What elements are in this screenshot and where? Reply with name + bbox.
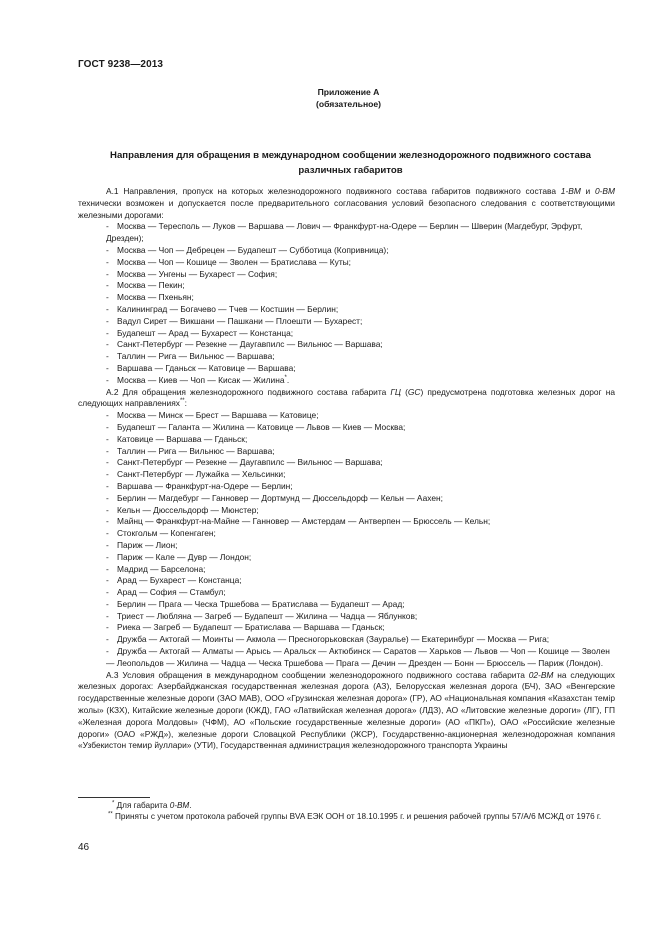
a1-gauge-2: 0-ВМ <box>594 186 615 196</box>
a2-text-4: : <box>184 398 187 409</box>
list-dash: - <box>106 303 109 314</box>
a1-last-end: . <box>286 374 290 385</box>
a2-gauge-1: ГЦ <box>390 386 401 397</box>
list-item <box>78 493 615 505</box>
list-item <box>78 269 615 281</box>
list-dash: - <box>106 492 109 503</box>
route-text: Триест — Любляна — Загреб — Будапешт — Жилина — Чадца — Яблунков; <box>117 610 418 621</box>
footnote-2-mark: ** <box>108 811 113 818</box>
list-dash: - <box>106 480 109 491</box>
list-dash: - <box>106 457 109 468</box>
route-text: Кельн — Дюссельдорф — Мюнстер; <box>117 504 259 515</box>
page-number: 46 <box>78 842 90 853</box>
route-text: Москва — Пекин; <box>117 280 185 291</box>
standard-designation: ГОСТ 9238—2013 <box>78 59 164 70</box>
footnote-divider <box>78 797 150 798</box>
list-dash: - <box>106 256 109 267</box>
a2-gauge-2: GC <box>407 386 421 397</box>
list-dash: - <box>106 268 109 279</box>
list-item <box>78 351 615 363</box>
list-item <box>78 587 615 599</box>
route-text: Берлин — Прага — Ческа Тршебова — Братислава — Будапешт — Арад; <box>117 598 405 609</box>
footnote-1 <box>78 800 615 811</box>
list-item <box>78 646 615 670</box>
list-item <box>78 599 615 611</box>
list-dash: - <box>106 587 109 598</box>
route-text: Дружба — Актогай — Алматы — Арысь — Аральск — Актюбинск — Саратов — Харьков — Львов — Чоп — Кошице — Зволен — Леопольдов — Жилина — Чадца — Ческа Тршебова — Прага — Дечин — Дрезден — Бонн — Брюссель — Париж (Лондон). <box>106 646 610 668</box>
list-item: - Москва — Киев — Чоп — Кисак — Жилина*. <box>106 374 290 385</box>
list-item <box>78 622 615 634</box>
list-dash: - <box>106 327 109 338</box>
list-dash: - <box>106 421 109 432</box>
list-item <box>78 434 615 446</box>
list-item <box>78 304 615 316</box>
route-text: Париж — Лион; <box>117 539 178 550</box>
a1-route-list <box>78 221 615 374</box>
list-item <box>78 457 615 469</box>
a2-route-list <box>78 410 615 670</box>
list-item <box>78 528 615 540</box>
list-item <box>78 422 615 434</box>
route-text: Мадрид — Барселона; <box>117 563 206 574</box>
list-item <box>78 481 615 493</box>
route-text: Майнц — Франкфурт-на-Майне — Ганновер — Амстердам — Антверпен — Брюссель — Кельн; <box>117 516 491 527</box>
list-item <box>78 280 615 292</box>
list-dash: - <box>106 221 109 232</box>
footnote-1-end: . <box>189 801 192 810</box>
list-dash: - <box>106 244 109 255</box>
route-text: Будапешт — Галанта — Жилина — Катовице — Львов — Киев — Москва; <box>117 421 406 432</box>
list-dash: - <box>106 292 109 303</box>
route-text: Арад — Бухарест — Констанца; <box>117 575 242 586</box>
list-dash: - <box>106 504 109 515</box>
list-item <box>78 552 615 564</box>
a1-last-route: Москва — Киев — Чоп — Кисак — Жилина <box>117 374 285 385</box>
route-text: Таллин — Рига — Вильнюс — Варшава; <box>117 351 275 362</box>
annex-title: Приложение А <box>317 87 380 97</box>
list-dash: - <box>106 646 109 657</box>
a3-text-2: на следующих железных дорогах: Азербайджанская государственная железная дорога (АЗ), Белорусская железная дорога (БЧ), ЗАО «Венгерские государственные железные дороги (ЗАО МАВ), ООО «Грузинская железная дорога» (ГР), АО «Национальная компания «Казахстан темiр жолы» (КЗХ), Китайские железные дороги (КЖД), ГАО «Латвийская железная дорога» (ЛДЗ), АО «Литовские железные дороги» (ЛГ), ГП «Железная дорога Молдовы» (ЧФМ), АО «Польские государственные железные дороги» (АО «ПКП»), ОАО «Российские железные дороги» (ОАО «РЖД»), железные дороги Словацкой Республики (ЖСР), Государственно-акционерная железнодорожная компания «Узбекистон темир йуллари» (УТИ), Государственная администрация железнодорожного транспорта Украины <box>78 669 615 751</box>
list-item <box>78 410 615 422</box>
footnote-2 <box>78 811 615 822</box>
a3-text-1: А.3 Условия обращения в международном сообщении железнодорожного подвижного состава габарита <box>106 669 529 680</box>
list-dash: - <box>106 622 109 633</box>
footnote-1-text: Для габарита <box>114 801 170 810</box>
route-text: Санкт-Петербург — Лужайка — Хельсинки; <box>117 469 286 480</box>
footnote-2-text: Приняты с учетом протокола рабочей группы BVA ЕЭК ООН от 18.10.1995 г. и решения рабочей группы 57/А/6 МСЖД от 1976 г. <box>112 812 602 821</box>
route-text: Риека — Загреб — Будапешт — Братислава — Варшава — Гданьск; <box>117 622 385 633</box>
document-body <box>78 186 615 752</box>
list-item <box>78 611 615 623</box>
route-text: Берлин — Магдебург — Ганновер — Дортмунд — Дюссельдорф — Кельн — Аахен; <box>117 492 443 503</box>
list-dash: - <box>106 351 109 362</box>
route-text: Дружба — Актогай — Моинты — Акмола — Пресногорьковская (Зауралье) — Екатеринбург — Москва — Рига; <box>117 634 550 645</box>
route-text: Катовице — Варшава — Гданьск; <box>117 433 248 444</box>
a1-text-1: А.1 Направления, пропуск на которых железнодорожного подвижного состава габаритов подвижного состава <box>106 186 561 196</box>
footnote-ref-2: ** <box>179 398 185 405</box>
a3-gauge: 02-ВМ <box>528 669 554 680</box>
list-dash: - <box>106 551 109 562</box>
list-item <box>78 245 615 257</box>
list-item <box>78 328 615 340</box>
paragraph-a2 <box>78 387 615 411</box>
section-title: Направления для обращения в международном сообщении железнодорожного подвижного состава различных габаритов <box>110 150 591 176</box>
list-dash: - <box>106 634 109 645</box>
list-dash: - <box>106 610 109 621</box>
list-item <box>78 339 615 351</box>
list-item <box>78 221 615 245</box>
list-dash: - <box>106 516 109 527</box>
a1-text-3: технически возможен и допускается после предварительного согласования условий безопасного следования с соответствующими железными дорогами: <box>78 197 615 220</box>
list-dash: - <box>106 410 109 421</box>
list-item <box>78 292 615 304</box>
list-item <box>78 505 615 517</box>
list-item <box>78 540 615 552</box>
list-dash: - <box>106 445 109 456</box>
list-item <box>78 469 615 481</box>
list-item <box>78 564 615 576</box>
list-item <box>78 575 615 587</box>
list-item <box>78 634 615 646</box>
route-text: Калининград — Богачево — Тчев — Костшин — Берлин; <box>117 303 339 314</box>
list-dash: - <box>106 315 109 326</box>
list-item <box>78 257 615 269</box>
list-dash: - <box>106 469 109 480</box>
footnote-1-gauge: 0-ВМ <box>169 801 190 810</box>
route-text: Варшава — Франкфурт-на-Одере — Берлин; <box>117 480 293 491</box>
route-text: Санкт-Петербург — Резекне — Даугавпилс — Вильнюс — Варшава; <box>117 339 383 350</box>
route-text: Москва — Минск — Брест — Варшава — Катовице; <box>117 410 319 421</box>
list-item <box>78 516 615 528</box>
route-text: Варшава — Гданьск — Катовице — Варшава; <box>117 362 296 373</box>
route-text: Будапешт — Арад — Бухарест — Констанца; <box>117 327 294 338</box>
list-dash: - <box>106 280 109 291</box>
a1-gauge-1: 1-ВМ <box>560 186 581 196</box>
a2-text-3: ) предусмотрена подготовка железных дорог на следующих направлениях <box>78 386 615 409</box>
annex-status: (обязательное) <box>315 99 382 109</box>
list-item <box>78 363 615 375</box>
route-text: Москва — Тересполь — Луков — Варшава — Лович — Франкфурт-на-Одере — Берлин — Шверин (Магдебург, Эрфурт, Дрезден); <box>106 221 583 244</box>
route-text: Стокгольм — Копенгаген; <box>117 528 216 539</box>
annex-heading <box>0 86 661 110</box>
a1-text-2: и <box>580 186 595 196</box>
list-dash: - <box>106 575 109 586</box>
route-text: Москва — Чоп — Кошице — Зволен — Братислава — Куты; <box>117 256 351 267</box>
footnote-ref-1: * <box>284 374 287 381</box>
footnotes <box>78 800 615 822</box>
list-dash: - <box>106 339 109 350</box>
list-dash: - <box>106 598 109 609</box>
list-dash: - <box>106 528 109 539</box>
list-dash: - <box>106 362 109 373</box>
a2-text-2: ( <box>400 386 408 397</box>
list-dash: - <box>106 433 109 444</box>
route-text: Москва — Чоп — Дебрецен — Будапешт — Субботица (Копривница); <box>117 244 389 255</box>
route-text: Париж — Кале — Дувр — Лондон; <box>117 551 252 562</box>
list-dash: - <box>106 539 109 550</box>
list-item <box>78 316 615 328</box>
footnote-1-mark: * <box>112 800 115 807</box>
route-text: Санкт-Петербург — Резекне — Даугавпилс — Вильнюс — Варшава; <box>117 457 383 468</box>
route-text: Москва — Пхеньян; <box>117 292 194 303</box>
list-dash: - <box>106 563 109 574</box>
a2-text-1: А.2 Для обращения железнодорожного подвижного состава габарита <box>106 386 391 397</box>
route-text: Москва — Унгены — Бухарест — София; <box>117 268 278 279</box>
paragraph-a3 <box>78 670 615 753</box>
route-text: Арад — София — Стамбул; <box>117 587 226 598</box>
route-text: Таллин — Рига — Вильнюс — Варшава; <box>117 445 275 456</box>
list-item <box>78 446 615 458</box>
route-text: Вадул Сирет — Викшани — Пашкани — Плоешти — Бухарест; <box>117 315 363 326</box>
paragraph-a1 <box>78 186 615 221</box>
